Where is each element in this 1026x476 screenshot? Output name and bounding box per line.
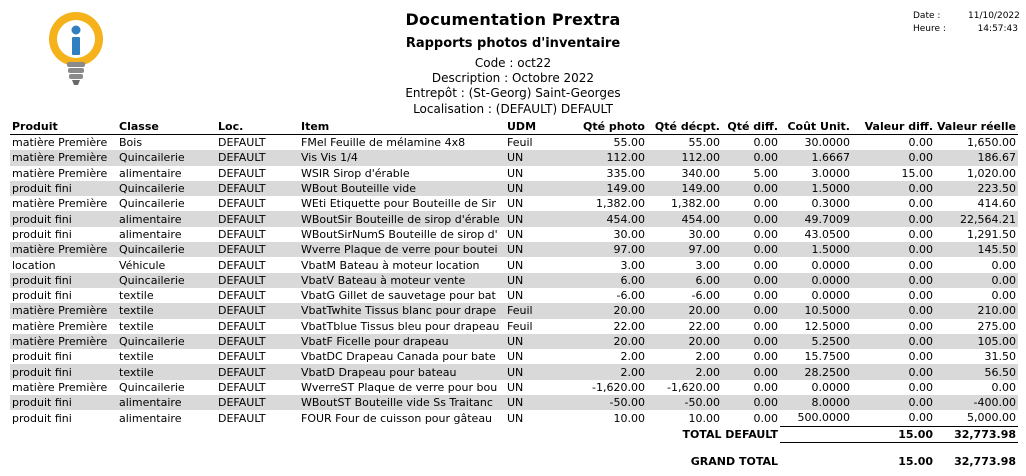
table-cell: WverreST Plaque de verre pour bou <box>301 380 498 394</box>
table-cell: 0.00 <box>852 211 935 226</box>
table-cell: 20.00 <box>647 334 722 349</box>
table-row <box>10 349 1018 364</box>
table-cell: matière Première <box>10 150 117 165</box>
table-cell: 0.00 <box>722 181 780 196</box>
table-cell: DEFAULT <box>218 166 266 180</box>
table-cell: DEFAULT <box>218 197 266 211</box>
table-cell: 0.00 <box>991 289 1016 303</box>
table-cell: DEFAULT <box>216 395 299 410</box>
table-cell: Quincailerie <box>117 181 216 196</box>
table-cell: UN <box>507 258 524 272</box>
table-cell: 223.50 <box>935 181 1018 196</box>
table-cell: 186.67 <box>935 150 1018 165</box>
table-cell: 0.3000 <box>811 197 850 211</box>
date-label: Date : <box>913 11 941 21</box>
table-cell: matière Première <box>12 136 108 150</box>
table-cell: produit fini <box>12 411 72 425</box>
table-row <box>10 135 1018 151</box>
table-cell: -1,620.00 <box>592 380 645 394</box>
table-cell: 454.00 <box>647 211 722 226</box>
table-row <box>10 364 1018 379</box>
table-cell: 1.5000 <box>780 242 852 257</box>
table-cell: DEFAULT <box>218 411 266 425</box>
table-cell: Quincailerie <box>117 273 216 288</box>
table-cell: matière Première <box>12 319 108 333</box>
table-cell: DEFAULT <box>218 319 266 333</box>
table-cell: UN <box>505 150 561 165</box>
table-cell: 15.00 <box>901 166 933 180</box>
table-cell: 0.0000 <box>780 273 852 288</box>
table-cell: 340.00 <box>681 166 720 180</box>
table-cell: 0.00 <box>753 289 778 303</box>
table-cell: produit fini <box>12 227 72 241</box>
table-cell: Vis Vis 1/4 <box>299 150 505 165</box>
table-row <box>10 380 1018 395</box>
column-header: Item <box>299 119 505 135</box>
table-cell: 22,564.21 <box>935 211 1018 226</box>
table-cell: DEFAULT <box>216 181 299 196</box>
column-header: Qté diff. <box>722 119 780 135</box>
table-cell: 5,000.00 <box>967 411 1016 425</box>
total-row <box>10 426 1018 442</box>
table-cell: produit fini <box>12 289 72 303</box>
table-cell: matière Première <box>12 197 108 211</box>
table-cell: produit fini <box>10 211 117 226</box>
table-cell: Feuil <box>507 319 533 333</box>
table-cell: 454.00 <box>561 211 647 226</box>
table-cell: UN <box>507 380 524 394</box>
table-cell: 0.00 <box>908 289 933 303</box>
table-cell: 0.00 <box>722 395 780 410</box>
table-cell: 1,291.50 <box>967 227 1016 241</box>
table-cell: 2.00 <box>620 350 645 364</box>
table-row <box>10 181 1018 196</box>
table-cell: 3.00 <box>620 258 645 272</box>
table-cell: matière Première <box>12 380 108 394</box>
table-cell: 0.00 <box>935 273 1018 288</box>
table-cell: 0.00 <box>753 411 778 425</box>
table-cell: UN <box>505 211 561 226</box>
table-cell: 0.00 <box>852 303 935 318</box>
table-row <box>10 211 1018 226</box>
table-cell: 0.00 <box>753 258 778 272</box>
table-cell: WSIR Sirop d'érable <box>301 166 410 180</box>
time-label: Heure : <box>913 24 946 34</box>
table-cell: DEFAULT <box>216 334 299 349</box>
table-cell: textile <box>119 350 154 364</box>
table-cell: 0.00 <box>908 350 933 364</box>
table-cell: UN <box>505 242 561 257</box>
table-cell: textile <box>117 303 216 318</box>
table-cell: 2.00 <box>561 364 647 379</box>
table-cell: DEFAULT <box>218 289 266 303</box>
table-cell: 43.0500 <box>804 227 850 241</box>
table-cell: 97.00 <box>561 242 647 257</box>
table-cell: 500.0000 <box>797 411 850 425</box>
table-cell: DEFAULT <box>216 273 299 288</box>
table-cell: -50.00 <box>647 395 722 410</box>
table-cell: 145.50 <box>935 242 1018 257</box>
table-cell: 0.00 <box>753 319 778 333</box>
table-cell: Wverre Plaque de verre pour boutei <box>299 242 505 257</box>
table-cell: alimentaire <box>119 411 182 425</box>
table-cell: 5.00 <box>753 166 778 180</box>
report-title: Documentation Prextra <box>405 10 621 29</box>
table-row <box>10 273 1018 288</box>
table-cell: DEFAULT <box>218 380 266 394</box>
table-cell: alimentaire <box>117 395 216 410</box>
table-cell: UN <box>507 350 524 364</box>
table-cell: matière Première <box>10 334 117 349</box>
table-cell: VbatD Drapeau pour bateau <box>299 364 505 379</box>
table-header-row <box>10 119 1018 135</box>
table-cell: textile <box>119 319 154 333</box>
table-cell: WBoutSir Bouteille de sirop d'érable <box>299 211 505 226</box>
table-cell: Quincailerie <box>117 242 216 257</box>
table-cell: 0.00 <box>852 242 935 257</box>
total-spacer <box>780 426 852 442</box>
total-label: GRAND TOTAL <box>690 455 778 469</box>
table-cell: 0.0000 <box>811 380 850 394</box>
table-cell: 0.00 <box>908 380 933 394</box>
table-cell: 22.00 <box>688 319 720 333</box>
total-diff-value: 15.00 <box>852 442 935 468</box>
table-cell: 55.00 <box>613 136 645 150</box>
table-cell: 0.00 <box>908 258 933 272</box>
table-cell: UN <box>507 227 524 241</box>
table-cell: VbatF Ficelle pour drapeau <box>299 334 505 349</box>
column-header: UDM <box>505 119 561 135</box>
table-cell: 3.0000 <box>811 166 850 180</box>
table-cell: 0.00 <box>722 150 780 165</box>
table-cell: 1,650.00 <box>967 136 1016 150</box>
table-cell: 10.5000 <box>780 303 852 318</box>
report-warehouse: Entrepôt : (St-Georg) Saint-Georges <box>405 86 621 100</box>
table-cell: 0.00 <box>753 227 778 241</box>
total-real-value: 32,773.98 <box>935 426 1018 442</box>
table-row <box>10 303 1018 318</box>
table-cell: 6.00 <box>647 273 722 288</box>
table-row <box>10 319 1018 334</box>
table-cell: VbatTwhite Tissus blanc pour drape <box>299 303 505 318</box>
table-cell: 56.50 <box>935 364 1018 379</box>
table-cell: UN <box>507 197 524 211</box>
table-cell: 12.5000 <box>804 319 850 333</box>
table-cell: matière Première <box>10 303 117 318</box>
inventory-table <box>10 119 1018 468</box>
table-cell: -6.00 <box>616 289 645 303</box>
total-diff-value: 15.00 <box>852 426 935 442</box>
table-cell: matière Première <box>12 166 108 180</box>
total-spacer <box>10 442 647 468</box>
table-row <box>10 334 1018 349</box>
table-cell: Feuil <box>507 136 533 150</box>
table-cell: 2.00 <box>695 350 720 364</box>
table-row <box>10 257 1018 272</box>
table-cell: DEFAULT <box>216 211 299 226</box>
table-cell: 0.0000 <box>811 258 850 272</box>
table-cell: 112.00 <box>561 150 647 165</box>
column-header: Coût Unit. <box>780 119 852 135</box>
table-cell: Feuil <box>505 303 561 318</box>
table-cell: produit fini <box>10 273 117 288</box>
table-cell: 0.00 <box>753 197 778 211</box>
table-cell: produit fini <box>10 181 117 196</box>
table-cell: 335.00 <box>606 166 645 180</box>
table-cell: 28.2500 <box>780 364 852 379</box>
table-cell: DEFAULT <box>216 242 299 257</box>
table-cell: 0.00 <box>852 150 935 165</box>
table-cell: UN <box>505 273 561 288</box>
table-cell: 55.00 <box>688 136 720 150</box>
table-cell: 0.00 <box>722 334 780 349</box>
table-cell: 5.2500 <box>780 334 852 349</box>
table-cell: FMel Feuille de mélamine 4x8 <box>301 136 466 150</box>
table-cell: VbatTblue Tissus bleu pour drapeau <box>301 319 500 333</box>
table-cell: 275.00 <box>977 319 1016 333</box>
table-cell: DEFAULT <box>218 350 266 364</box>
time-value: 14:57:43 <box>977 24 1018 34</box>
table-cell: 0.00 <box>908 227 933 241</box>
table-cell: 0.00 <box>852 181 935 196</box>
table-cell: 0.00 <box>991 258 1016 272</box>
table-cell: UN <box>505 364 561 379</box>
total-label: TOTAL DEFAULT <box>682 427 778 441</box>
table-cell: UN <box>505 334 561 349</box>
table-cell: location <box>12 258 56 272</box>
table-cell: 31.50 <box>984 350 1016 364</box>
table-cell: 0.00 <box>753 136 778 150</box>
report-description: Description : Octobre 2022 <box>431 71 595 85</box>
table-cell: UN <box>505 181 561 196</box>
table-cell: Quincailerie <box>119 197 185 211</box>
table-cell: 20.00 <box>561 334 647 349</box>
table-cell: 0.00 <box>722 211 780 226</box>
table-row <box>10 288 1018 303</box>
table-cell: UN <box>507 289 524 303</box>
report-location: Localisation : (DEFAULT) DEFAULT <box>413 102 613 116</box>
table-cell: 0.00 <box>753 350 778 364</box>
table-cell: 414.60 <box>977 197 1016 211</box>
table-cell: Quincailerie <box>117 150 216 165</box>
table-cell: textile <box>117 364 216 379</box>
table-cell: 8.0000 <box>780 395 852 410</box>
column-header: Valeur diff. <box>852 119 935 135</box>
table-cell: 20.00 <box>561 303 647 318</box>
table-cell: 0.00 <box>722 303 780 318</box>
table-cell: 30.00 <box>688 227 720 241</box>
table-cell: 0.00 <box>852 395 935 410</box>
table-cell: Bois <box>119 136 143 150</box>
total-spacer <box>10 426 647 442</box>
column-header: Valeur réelle <box>937 120 1016 133</box>
table-cell: DEFAULT <box>216 150 299 165</box>
table-cell: FOUR Four de cuisson pour gâteau <box>301 411 493 425</box>
table-cell: 105.00 <box>935 334 1018 349</box>
table-cell: Quincailerie <box>117 334 216 349</box>
total-spacer <box>780 442 852 468</box>
table-cell: alimentaire <box>119 166 182 180</box>
table-cell: 0.00 <box>908 319 933 333</box>
table-cell: alimentaire <box>117 211 216 226</box>
table-cell: Quincailerie <box>119 380 185 394</box>
table-cell: produit fini <box>10 364 117 379</box>
table-cell: Véhicule <box>119 258 166 272</box>
table-cell: 0.00 <box>753 380 778 394</box>
table-row <box>10 196 1018 211</box>
table-cell: 149.00 <box>561 181 647 196</box>
table-cell: -6.00 <box>691 289 720 303</box>
table-cell: 0.00 <box>908 411 933 425</box>
table-cell: UN <box>507 166 524 180</box>
table-cell: DEFAULT <box>218 258 266 272</box>
column-header: Loc. <box>216 119 299 135</box>
table-cell: 1.6667 <box>780 150 852 165</box>
table-cell: 0.0000 <box>811 289 850 303</box>
table-cell: 0.00 <box>852 273 935 288</box>
table-row <box>10 410 1018 426</box>
total-real-value: 32,773.98 <box>935 442 1018 468</box>
column-header: Produit <box>10 119 117 135</box>
table-cell: 1.5000 <box>780 181 852 196</box>
table-cell: 0.00 <box>722 242 780 257</box>
table-cell: 0.00 <box>852 364 935 379</box>
total-row <box>10 442 1018 468</box>
table-cell: DEFAULT <box>216 303 299 318</box>
table-cell: 10.00 <box>688 411 720 425</box>
table-cell: UN <box>507 411 524 425</box>
table-cell: 10.00 <box>613 411 645 425</box>
table-cell: VbatDC Drapeau Canada pour bate <box>301 350 496 364</box>
report-code: Code : oct22 <box>474 56 552 70</box>
table-cell: 0.00 <box>991 380 1016 394</box>
table-row <box>10 395 1018 410</box>
table-cell: textile <box>119 289 154 303</box>
table-cell: matière Première <box>10 242 117 257</box>
table-cell: 1,382.00 <box>596 197 645 211</box>
table-cell: DEFAULT <box>218 136 266 150</box>
table-cell: 210.00 <box>935 303 1018 318</box>
table-row <box>10 227 1018 242</box>
table-cell: -1,620.00 <box>667 380 720 394</box>
table-cell: 20.00 <box>647 303 722 318</box>
table-cell: -50.00 <box>561 395 647 410</box>
table-cell: VbatV Bateau à moteur vente <box>299 273 505 288</box>
table-cell: 6.00 <box>561 273 647 288</box>
table-cell: 30.0000 <box>804 136 850 150</box>
table-cell: 0.00 <box>908 136 933 150</box>
table-cell: DEFAULT <box>216 364 299 379</box>
table-cell: WBoutST Bouteille vide Ss Traitanc <box>299 395 505 410</box>
table-cell: 97.00 <box>647 242 722 257</box>
table-cell: DEFAULT <box>218 227 266 241</box>
table-cell: VbatG Gillet de sauvetage pour bat <box>301 289 496 303</box>
table-cell: UN <box>505 395 561 410</box>
table-cell: 3.00 <box>695 258 720 272</box>
report-meta <box>913 11 1018 37</box>
table-cell: 30.00 <box>613 227 645 241</box>
table-cell: alimentaire <box>119 227 182 241</box>
table-cell: -400.00 <box>935 395 1018 410</box>
table-cell: 149.00 <box>647 181 722 196</box>
table-cell: 49.7009 <box>780 211 852 226</box>
table-cell: 1,382.00 <box>671 197 720 211</box>
table-cell: produit fini <box>12 350 72 364</box>
table-cell: VbatM Bateau à moteur location <box>301 258 480 272</box>
column-header: Qté décpt. <box>647 119 722 135</box>
date-value: 11/10/2022 <box>968 11 1020 21</box>
table-cell: 15.7500 <box>804 350 850 364</box>
table-row <box>10 242 1018 257</box>
table-cell: 1,020.00 <box>967 166 1016 180</box>
table-cell: WEti Etiquette pour Bouteille de Sir <box>301 197 496 211</box>
table-cell: WBoutSirNumS Bouteille de sirop d' <box>301 227 498 241</box>
report-subtitle: Rapports photos d'inventaire <box>405 36 621 51</box>
table-cell: 0.00 <box>722 273 780 288</box>
table-cell: 112.00 <box>647 150 722 165</box>
table-cell: produit fini <box>10 395 117 410</box>
table-cell: 2.00 <box>647 364 722 379</box>
table-cell: 0.00 <box>852 334 935 349</box>
table-cell: 22.00 <box>613 319 645 333</box>
column-header: Classe <box>117 119 216 135</box>
table-cell: WBout Bouteille vide <box>299 181 505 196</box>
table-cell: 0.00 <box>908 197 933 211</box>
table-row <box>10 150 1018 165</box>
table-cell: 0.00 <box>722 364 780 379</box>
table-row <box>10 166 1018 181</box>
column-header: Qté photo <box>561 119 647 135</box>
